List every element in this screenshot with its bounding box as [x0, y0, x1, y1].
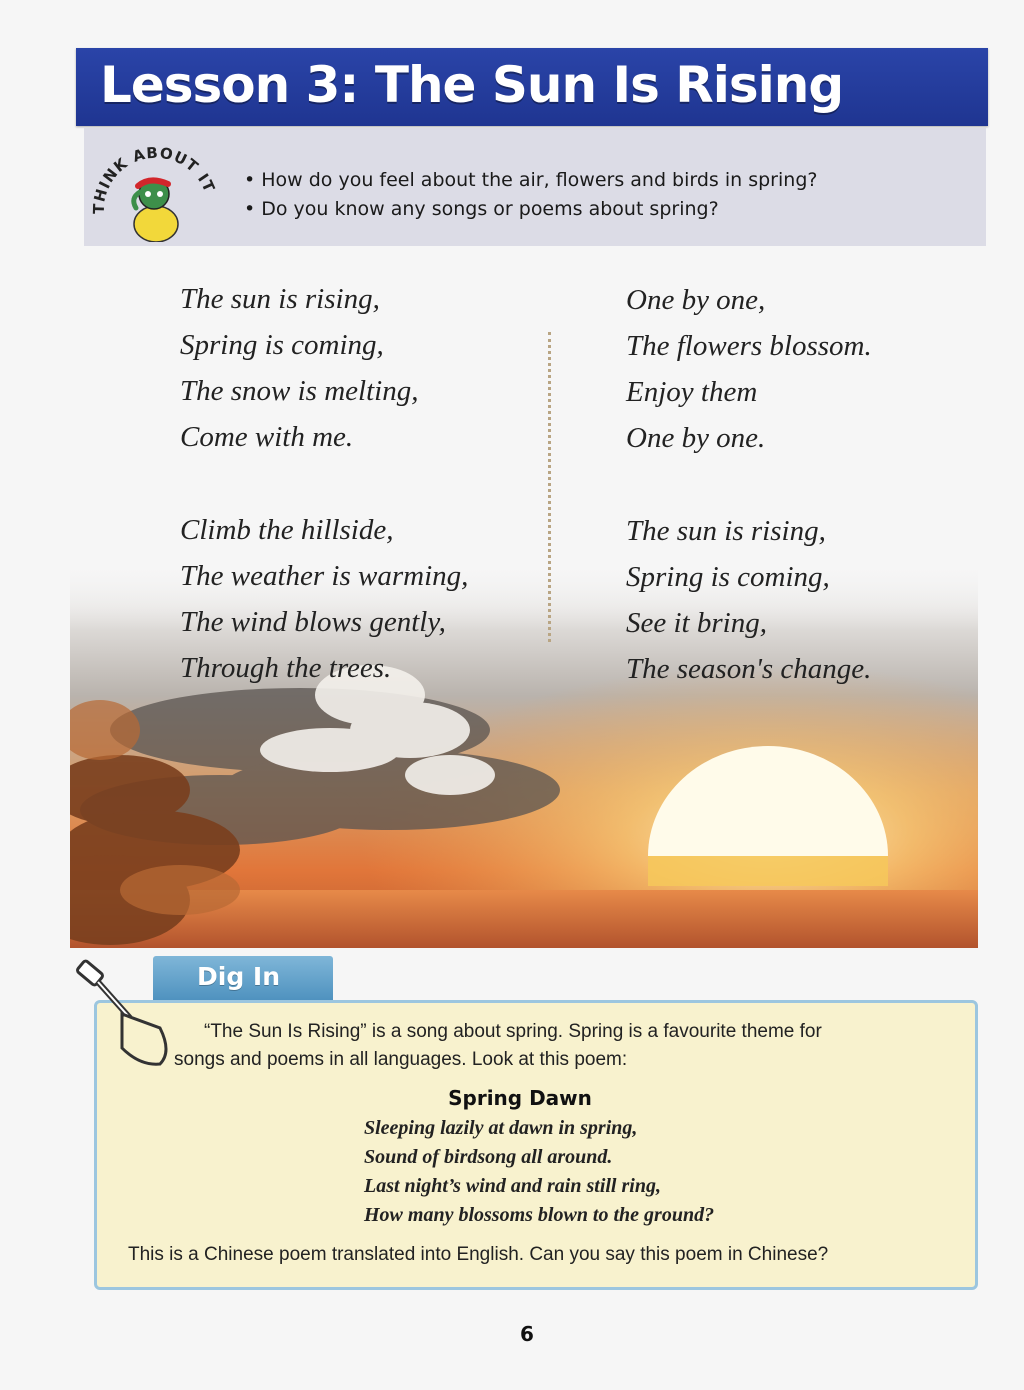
- spring-dawn-line: Sound of birdsong all around.: [364, 1146, 613, 1168]
- spring-dawn-title: Spring Dawn: [448, 1086, 592, 1110]
- lesson-title: Lesson 3: The Sun Is Rising: [100, 56, 844, 114]
- poem-right-column: [626, 277, 872, 692]
- page-number: 6: [520, 1322, 534, 1346]
- spring-dawn-line: Last night’s wind and rain still ring,: [364, 1175, 661, 1197]
- poem-line: Climb the hillside,: [180, 514, 394, 546]
- dig-in-tab: [153, 956, 333, 1000]
- thinking-frog-icon: [90, 136, 220, 242]
- dig-in-label: Dig In: [197, 962, 281, 991]
- poem-column-divider: [548, 332, 551, 642]
- poem-line: Come with me.: [180, 421, 354, 453]
- poem-line: Spring is coming,: [180, 329, 384, 361]
- spring-dawn-line: How many blossoms blown to the ground?: [364, 1204, 715, 1226]
- lesson-title-bar: [76, 48, 988, 126]
- dig-in-intro: [174, 1018, 964, 1074]
- poem-line: The weather is warming,: [180, 560, 469, 592]
- think-about-it-box: [84, 128, 986, 246]
- think-about-it-badge-text: THINK ABOUT IT: [90, 143, 219, 215]
- dig-in-outro: This is a Chinese poem translated into English. Can you say this poem in Chinese?: [128, 1244, 829, 1265]
- poem-left-column: [180, 276, 468, 691]
- think-questions-list: [244, 166, 817, 224]
- dig-in-intro-line1: “The Sun Is Rising” is a song about spring. Spring is a favourite theme for: [204, 1021, 822, 1042]
- poem-line: The wind blows gently,: [180, 606, 446, 638]
- think-question: • Do you know any songs or poems about spring?: [244, 195, 817, 224]
- spring-dawn-poem: [364, 1114, 714, 1230]
- poem-line: Through the trees.: [180, 652, 392, 684]
- poem-line: One by one,: [626, 284, 766, 316]
- poem-line: See it bring,: [626, 607, 767, 639]
- shovel-icon: [60, 954, 180, 1074]
- poem-line: Enjoy them: [626, 376, 758, 408]
- poem-line: The sun is rising,: [626, 515, 826, 547]
- poem-line: The snow is melting,: [180, 375, 419, 407]
- poem-line: The season's change.: [626, 653, 872, 685]
- poem-line: The flowers blossom.: [626, 330, 872, 362]
- think-question: • How do you feel about the air, flowers and birds in spring?: [244, 166, 817, 195]
- poem-line: One by one.: [626, 422, 766, 454]
- spring-dawn-line: Sleeping lazily at dawn in spring,: [364, 1117, 638, 1139]
- poem-line: Spring is coming,: [626, 561, 830, 593]
- poem-line: The sun is rising,: [180, 283, 380, 315]
- dig-in-intro-line2: songs and poems in all languages. Look at this poem:: [174, 1049, 628, 1070]
